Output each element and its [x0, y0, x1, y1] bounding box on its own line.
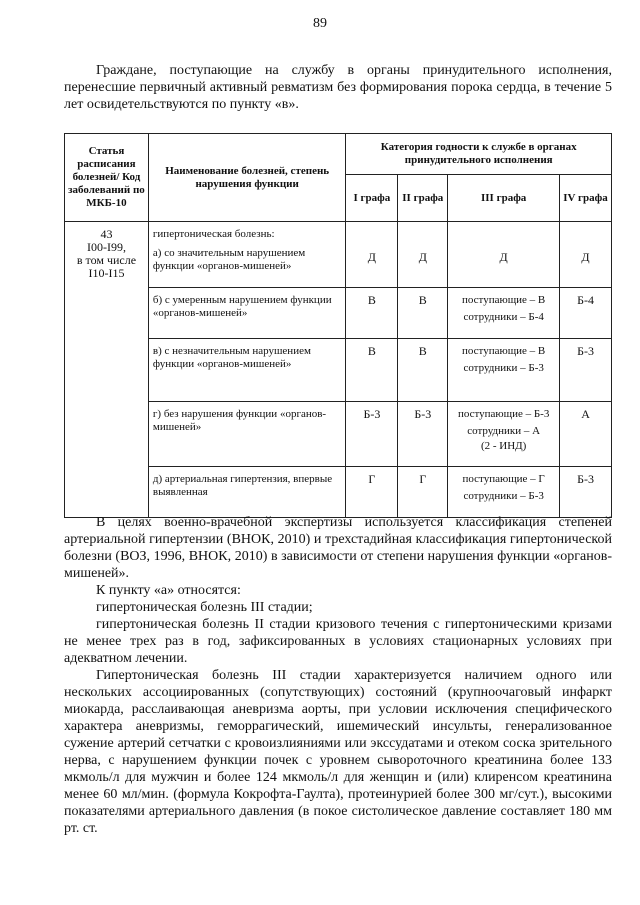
row-c-g4: Б-3: [560, 339, 612, 402]
article-number: 43: [100, 227, 113, 241]
intro-paragraph: [64, 62, 612, 113]
page-number: 89: [313, 16, 327, 31]
row-e-desc: д) артериальная гипертензия, впервые выявленная: [148, 467, 346, 518]
paragraph-3: гипертоническая болезнь III стадии;: [96, 600, 313, 615]
article-codes: I00-I99,: [86, 240, 126, 254]
row-b-g1: В: [346, 288, 398, 339]
paragraph-1: В целях военно-врачебной экспертизы используется классификация степеней артериальной гипертензии (ВНОК, 2010) и трехстадийная классификация гипертонической болезни (ВОЗ, 1996, ВНОК, 2010) в зависимости от степени нарушения функции «органов-мишеней».: [64, 515, 612, 581]
row-b-g3: поступающие – В сотрудники – Б-4: [448, 288, 560, 339]
row-a-desc: а) со значительным нарушением функции «органов-мишеней»: [148, 241, 346, 288]
row-c-desc: в) с незначительным нарушением функции «органов-мишеней»: [148, 339, 346, 402]
row-c-g1: В: [346, 339, 398, 402]
row-d-g3: поступающие – Б-3 сотрудники – А (2 - ИНД): [448, 402, 560, 467]
article-including: в том числе: [76, 253, 137, 267]
header-category: Категория годности к службе в органах принудительного исполнения: [346, 134, 612, 175]
row-a-g2: Д: [398, 222, 448, 288]
header-graph-1: I графа: [346, 175, 398, 222]
row-d-desc: г) без нарушения функции «органов-мишеней»: [148, 402, 346, 467]
row-b-g4: Б-4: [560, 288, 612, 339]
article-codes-2: I10-I15: [88, 266, 125, 280]
row-e-g3: поступающие – Г сотрудники – Б-3: [448, 467, 560, 518]
article-code-cell: [65, 222, 149, 518]
row-c-g3: поступающие – В сотрудники – Б-3: [448, 339, 560, 402]
row-e-g1: Г: [346, 467, 398, 518]
header-disease-name: Наименование болезней, степень нарушения функции: [148, 134, 346, 222]
header-graph-4: IV графа: [560, 175, 612, 222]
row-d-g1: Б-3: [346, 402, 398, 467]
header-graph-3: III графа: [448, 175, 560, 222]
paragraph-2: К пункту «а» относятся:: [96, 583, 241, 598]
row-d-g4: А: [560, 402, 612, 467]
row-b-g2: В: [398, 288, 448, 339]
header-graph-2: II графа: [398, 175, 448, 222]
row-e-g2: Г: [398, 467, 448, 518]
paragraph-5: Гипертоническая болезнь III стадии характеризуется наличием одного или нескольких ассоциированных (сопутствующих) состояний (крупноочаговый инфаркт миокарда, расслаивающая аневризма аорты, при условии исключения специфического характера аневризмы, геморрагический, ишемический инсульты, генерализованное сужение артерий сетчатки с кровоизлияниями или экссудатами и отеком соска зрительного нерва, с нарушением функции почек с уровнем сывороточного креатинина более 133 мкмоль/л для мужчин и более 124 мкмоль/л для женщин и (или) клиренсом креатинина менее 60 мл/мин. (формула Кокрофта-Гаулта), протеинурией более 300 мг/сут.), высокими показателями артериального давления (в покое систолическое давление составляет 180 мм рт. ст.: [64, 668, 612, 836]
row-a-g1: Д: [346, 222, 398, 288]
fitness-category-table: [64, 133, 612, 518]
row-a-g4: Д: [560, 222, 612, 288]
header-article: Статья расписания болезней/ Код заболеваний по МКБ-10: [65, 134, 149, 222]
row-b-desc: б) с умеренным нарушением функции «органов-мишеней»: [148, 288, 346, 339]
intro-text: Граждане, поступающие на службу в органы принудительного исполнения, перенесшие первичный активный ревматизм без формирования порока сердца, в течение 5 лет освидетельствуются по пункту «в».: [64, 63, 612, 112]
paragraph-4: гипертоническая болезнь II стадии кризового течения с гипертоническими кризами не менее трех раз в год, зафиксированных в условиях стационарных условиях при адекватном лечении.: [64, 617, 612, 666]
row-e-g4: Б-3: [560, 467, 612, 518]
row-c-g2: В: [398, 339, 448, 402]
body-text: [64, 514, 612, 837]
disease-title: гипертоническая болезнь:: [148, 222, 346, 242]
row-a-g3: Д: [448, 222, 560, 288]
row-d-g2: Б-3: [398, 402, 448, 467]
